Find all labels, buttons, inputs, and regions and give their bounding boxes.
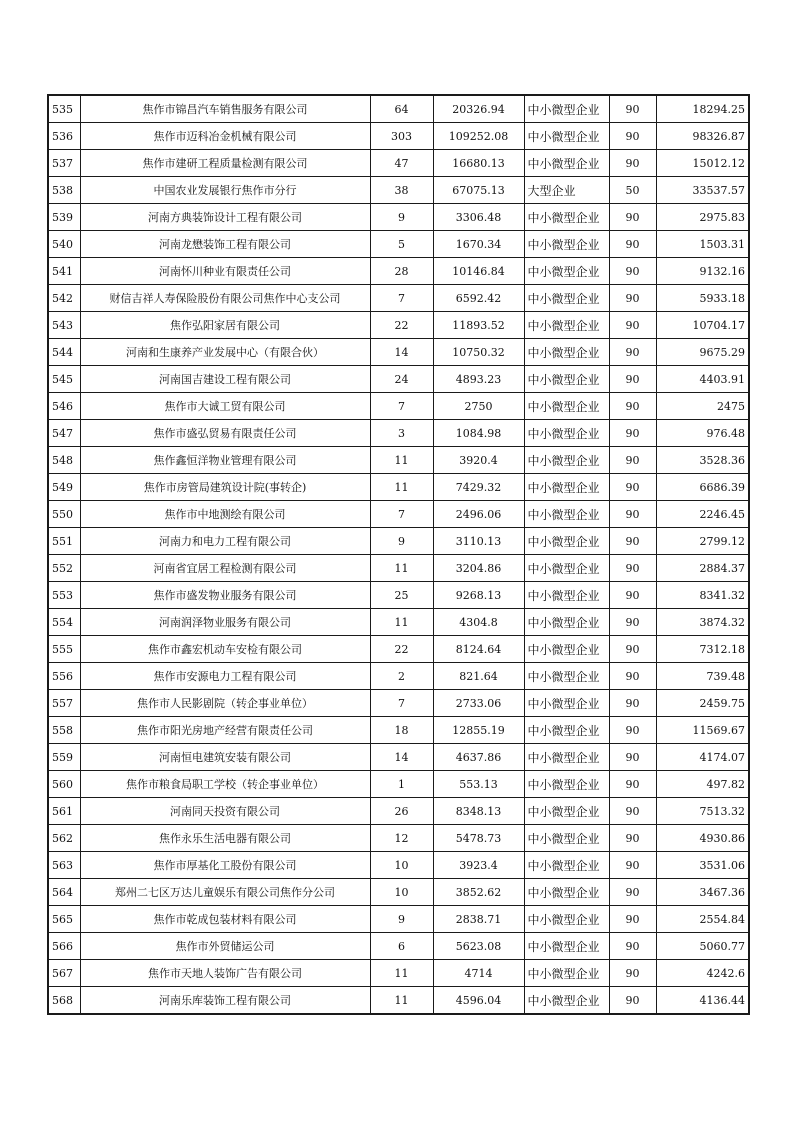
employee-count-cell: 24: [370, 366, 433, 393]
employee-count-cell: 28: [370, 258, 433, 285]
row-number: 536: [48, 123, 80, 150]
rate-cell: 90: [609, 204, 656, 231]
rate-cell: 90: [609, 663, 656, 690]
employee-count-cell: 6: [370, 933, 433, 960]
table-row: [48, 717, 749, 744]
amount-cell: 7429.32: [433, 474, 524, 501]
subsidy-amount-cell: 11569.67: [656, 717, 749, 744]
employee-count-cell: 14: [370, 744, 433, 771]
amount-cell: 3204.86: [433, 555, 524, 582]
company-name-cell: 郑州二七区万达儿童娱乐有限公司焦作分公司: [80, 879, 370, 906]
table-row: [48, 771, 749, 798]
company-name-cell: 河南恒电建筑安装有限公司: [80, 744, 370, 771]
amount-cell: 2750: [433, 393, 524, 420]
amount-cell: 4893.23: [433, 366, 524, 393]
row-number: 553: [48, 582, 80, 609]
company-name-cell: 河南方典装饰设计工程有限公司: [80, 204, 370, 231]
enterprise-type-cell: 中小微型企业: [524, 609, 609, 636]
rate-cell: 90: [609, 528, 656, 555]
rate-cell: 90: [609, 393, 656, 420]
subsidy-amount-cell: 2246.45: [656, 501, 749, 528]
table-row: [48, 933, 749, 960]
row-number: 539: [48, 204, 80, 231]
subsidy-amount-cell: 9675.29: [656, 339, 749, 366]
employee-count-cell: 47: [370, 150, 433, 177]
subsidy-amount-cell: 976.48: [656, 420, 749, 447]
enterprise-type-cell: 中小微型企业: [524, 582, 609, 609]
employee-count-cell: 11: [370, 987, 433, 1015]
subsidy-amount-cell: 98326.87: [656, 123, 749, 150]
rate-cell: 90: [609, 474, 656, 501]
subsidy-amount-cell: 10704.17: [656, 312, 749, 339]
company-name-cell: 河南省宜居工程检测有限公司: [80, 555, 370, 582]
amount-cell: 4596.04: [433, 987, 524, 1015]
row-number: 568: [48, 987, 80, 1015]
company-name-cell: 焦作市鑫宏机动车安检有限公司: [80, 636, 370, 663]
amount-cell: 67075.13: [433, 177, 524, 204]
subsidy-amount-cell: 1503.31: [656, 231, 749, 258]
enterprise-type-cell: 中小微型企业: [524, 987, 609, 1015]
table-row: [48, 204, 749, 231]
table-row: [48, 582, 749, 609]
amount-cell: 20326.94: [433, 95, 524, 123]
rate-cell: 90: [609, 690, 656, 717]
employee-count-cell: 64: [370, 95, 433, 123]
employee-count-cell: 7: [370, 393, 433, 420]
company-name-cell: 焦作市安源电力工程有限公司: [80, 663, 370, 690]
rate-cell: 90: [609, 582, 656, 609]
row-number: 557: [48, 690, 80, 717]
company-name-cell: 财信吉祥人寿保险股份有限公司焦作中心支公司: [80, 285, 370, 312]
rate-cell: 90: [609, 636, 656, 663]
subsidy-amount-cell: 3467.36: [656, 879, 749, 906]
company-name-cell: 焦作弘阳家居有限公司: [80, 312, 370, 339]
amount-cell: 2733.06: [433, 690, 524, 717]
table-body: [48, 95, 749, 1014]
employee-count-cell: 22: [370, 636, 433, 663]
amount-cell: 1670.34: [433, 231, 524, 258]
enterprise-type-cell: 中小微型企业: [524, 933, 609, 960]
rate-cell: 90: [609, 825, 656, 852]
subsidy-amount-cell: 9132.16: [656, 258, 749, 285]
company-name-cell: 焦作市天地人装饰广告有限公司: [80, 960, 370, 987]
amount-cell: 821.64: [433, 663, 524, 690]
employee-count-cell: 22: [370, 312, 433, 339]
company-name-cell: 河南和生康养产业发展中心（有限合伙）: [80, 339, 370, 366]
rate-cell: 90: [609, 231, 656, 258]
enterprise-type-cell: 中小微型企业: [524, 528, 609, 555]
amount-cell: 4637.86: [433, 744, 524, 771]
rate-cell: 90: [609, 744, 656, 771]
employee-count-cell: 9: [370, 906, 433, 933]
rate-cell: 90: [609, 933, 656, 960]
amount-cell: 4304.8: [433, 609, 524, 636]
company-name-cell: 焦作市粮食局职工学校（转企事业单位）: [80, 771, 370, 798]
row-number: 556: [48, 663, 80, 690]
rate-cell: 90: [609, 609, 656, 636]
table-row: [48, 366, 749, 393]
amount-cell: 553.13: [433, 771, 524, 798]
employee-count-cell: 14: [370, 339, 433, 366]
table-row: [48, 798, 749, 825]
table-row: [48, 420, 749, 447]
rate-cell: 90: [609, 447, 656, 474]
subsidy-amount-cell: 33537.57: [656, 177, 749, 204]
enterprise-type-cell: 中小微型企业: [524, 717, 609, 744]
subsidy-amount-cell: 2459.75: [656, 690, 749, 717]
enterprise-type-cell: 中小微型企业: [524, 447, 609, 474]
rate-cell: 90: [609, 501, 656, 528]
rate-cell: 90: [609, 852, 656, 879]
employee-count-cell: 11: [370, 960, 433, 987]
subsidy-amount-cell: 7312.18: [656, 636, 749, 663]
subsidy-amount-cell: 3874.32: [656, 609, 749, 636]
enterprise-type-cell: 中小微型企业: [524, 771, 609, 798]
company-name-cell: 河南乐库装饰工程有限公司: [80, 987, 370, 1015]
table-row: [48, 609, 749, 636]
rate-cell: 90: [609, 420, 656, 447]
subsidy-amount-cell: 739.48: [656, 663, 749, 690]
enterprise-type-cell: 中小微型企业: [524, 663, 609, 690]
row-number: 538: [48, 177, 80, 204]
row-number: 565: [48, 906, 80, 933]
table-row: [48, 501, 749, 528]
rate-cell: 90: [609, 258, 656, 285]
row-number: 547: [48, 420, 80, 447]
rate-cell: 90: [609, 555, 656, 582]
row-number: 563: [48, 852, 80, 879]
amount-cell: 8348.13: [433, 798, 524, 825]
table-row: [48, 744, 749, 771]
table-row: [48, 95, 749, 123]
enterprise-type-cell: 中小微型企业: [524, 258, 609, 285]
row-number: 548: [48, 447, 80, 474]
rate-cell: 90: [609, 798, 656, 825]
row-number: 567: [48, 960, 80, 987]
amount-cell: 3920.4: [433, 447, 524, 474]
amount-cell: 3110.13: [433, 528, 524, 555]
amount-cell: 1084.98: [433, 420, 524, 447]
row-number: 561: [48, 798, 80, 825]
rate-cell: 90: [609, 987, 656, 1015]
subsidy-amount-cell: 15012.12: [656, 150, 749, 177]
company-name-cell: 河南国吉建设工程有限公司: [80, 366, 370, 393]
table-row: [48, 825, 749, 852]
subsidy-amount-cell: 4930.86: [656, 825, 749, 852]
company-name-cell: 焦作市中地测绘有限公司: [80, 501, 370, 528]
enterprise-type-cell: 中小微型企业: [524, 879, 609, 906]
table-row: [48, 555, 749, 582]
subsidy-list-table: [47, 94, 750, 1015]
subsidy-amount-cell: 18294.25: [656, 95, 749, 123]
subsidy-amount-cell: 4403.91: [656, 366, 749, 393]
company-name-cell: 河南润泽物业服务有限公司: [80, 609, 370, 636]
enterprise-type-cell: 中小微型企业: [524, 204, 609, 231]
row-number: 562: [48, 825, 80, 852]
table-row: [48, 663, 749, 690]
amount-cell: 16680.13: [433, 150, 524, 177]
table-row: [48, 393, 749, 420]
company-name-cell: 焦作市乾成包装材料有限公司: [80, 906, 370, 933]
company-name-cell: 焦作市盛弘贸易有限责任公司: [80, 420, 370, 447]
row-number: 542: [48, 285, 80, 312]
employee-count-cell: 3: [370, 420, 433, 447]
company-name-cell: 焦作市建研工程质量检测有限公司: [80, 150, 370, 177]
employee-count-cell: 11: [370, 609, 433, 636]
amount-cell: 12855.19: [433, 717, 524, 744]
table-row: [48, 474, 749, 501]
rate-cell: 90: [609, 366, 656, 393]
subsidy-list-table-wrapper: [47, 94, 750, 1015]
enterprise-type-cell: 中小微型企业: [524, 852, 609, 879]
subsidy-amount-cell: 7513.32: [656, 798, 749, 825]
table-row: [48, 312, 749, 339]
employee-count-cell: 7: [370, 501, 433, 528]
amount-cell: 10146.84: [433, 258, 524, 285]
employee-count-cell: 11: [370, 555, 433, 582]
company-name-cell: 焦作市盛发物业服务有限公司: [80, 582, 370, 609]
employee-count-cell: 7: [370, 285, 433, 312]
table-row: [48, 852, 749, 879]
table-row: [48, 339, 749, 366]
enterprise-type-cell: 大型企业: [524, 177, 609, 204]
table-row: [48, 879, 749, 906]
table-row: [48, 906, 749, 933]
employee-count-cell: 5: [370, 231, 433, 258]
rate-cell: 90: [609, 906, 656, 933]
amount-cell: 2496.06: [433, 501, 524, 528]
table-row: [48, 960, 749, 987]
subsidy-amount-cell: 2475: [656, 393, 749, 420]
table-row: [48, 177, 749, 204]
row-number: 537: [48, 150, 80, 177]
enterprise-type-cell: 中小微型企业: [524, 231, 609, 258]
company-name-cell: 焦作市厚基化工股份有限公司: [80, 852, 370, 879]
employee-count-cell: 9: [370, 528, 433, 555]
table-row: [48, 690, 749, 717]
rate-cell: 90: [609, 150, 656, 177]
company-name-cell: 河南同天投资有限公司: [80, 798, 370, 825]
company-name-cell: 焦作市人民影剧院（转企事业单位）: [80, 690, 370, 717]
employee-count-cell: 1: [370, 771, 433, 798]
row-number: 546: [48, 393, 80, 420]
employee-count-cell: 7: [370, 690, 433, 717]
table-row: [48, 150, 749, 177]
rate-cell: 90: [609, 312, 656, 339]
amount-cell: 3852.62: [433, 879, 524, 906]
employee-count-cell: 10: [370, 879, 433, 906]
enterprise-type-cell: 中小微型企业: [524, 123, 609, 150]
subsidy-amount-cell: 4136.44: [656, 987, 749, 1015]
table-row: [48, 258, 749, 285]
enterprise-type-cell: 中小微型企业: [524, 825, 609, 852]
company-name-cell: 河南龙懋装饰工程有限公司: [80, 231, 370, 258]
employee-count-cell: 25: [370, 582, 433, 609]
row-number: 550: [48, 501, 80, 528]
row-number: 540: [48, 231, 80, 258]
amount-cell: 5623.08: [433, 933, 524, 960]
enterprise-type-cell: 中小微型企业: [524, 798, 609, 825]
row-number: 564: [48, 879, 80, 906]
company-name-cell: 焦作永乐生活电器有限公司: [80, 825, 370, 852]
row-number: 559: [48, 744, 80, 771]
enterprise-type-cell: 中小微型企业: [524, 150, 609, 177]
amount-cell: 6592.42: [433, 285, 524, 312]
company-name-cell: 焦作市大诚工贸有限公司: [80, 393, 370, 420]
employee-count-cell: 12: [370, 825, 433, 852]
company-name-cell: 焦作市迈科冶金机械有限公司: [80, 123, 370, 150]
amount-cell: 8124.64: [433, 636, 524, 663]
employee-count-cell: 38: [370, 177, 433, 204]
employee-count-cell: 26: [370, 798, 433, 825]
amount-cell: 5478.73: [433, 825, 524, 852]
employee-count-cell: 11: [370, 447, 433, 474]
enterprise-type-cell: 中小微型企业: [524, 95, 609, 123]
table-row: [48, 231, 749, 258]
row-number: 558: [48, 717, 80, 744]
subsidy-amount-cell: 2799.12: [656, 528, 749, 555]
subsidy-amount-cell: 5933.18: [656, 285, 749, 312]
subsidy-amount-cell: 2884.37: [656, 555, 749, 582]
subsidy-amount-cell: 2554.84: [656, 906, 749, 933]
enterprise-type-cell: 中小微型企业: [524, 312, 609, 339]
enterprise-type-cell: 中小微型企业: [524, 474, 609, 501]
rate-cell: 90: [609, 123, 656, 150]
company-name-cell: 焦作鑫恒洋物业管理有限公司: [80, 447, 370, 474]
table-row: [48, 123, 749, 150]
table-row: [48, 987, 749, 1015]
rate-cell: 50: [609, 177, 656, 204]
subsidy-amount-cell: 4174.07: [656, 744, 749, 771]
employee-count-cell: 18: [370, 717, 433, 744]
employee-count-cell: 2: [370, 663, 433, 690]
row-number: 541: [48, 258, 80, 285]
enterprise-type-cell: 中小微型企业: [524, 690, 609, 717]
table-row: [48, 285, 749, 312]
rate-cell: 90: [609, 960, 656, 987]
row-number: 560: [48, 771, 80, 798]
enterprise-type-cell: 中小微型企业: [524, 366, 609, 393]
enterprise-type-cell: 中小微型企业: [524, 744, 609, 771]
employee-count-cell: 11: [370, 474, 433, 501]
table-row: [48, 636, 749, 663]
row-number: 555: [48, 636, 80, 663]
subsidy-amount-cell: 8341.32: [656, 582, 749, 609]
amount-cell: 9268.13: [433, 582, 524, 609]
amount-cell: 4714: [433, 960, 524, 987]
amount-cell: 10750.32: [433, 339, 524, 366]
subsidy-amount-cell: 3531.06: [656, 852, 749, 879]
enterprise-type-cell: 中小微型企业: [524, 420, 609, 447]
rate-cell: 90: [609, 285, 656, 312]
row-number: 543: [48, 312, 80, 339]
subsidy-amount-cell: 497.82: [656, 771, 749, 798]
rate-cell: 90: [609, 95, 656, 123]
row-number: 552: [48, 555, 80, 582]
amount-cell: 109252.08: [433, 123, 524, 150]
subsidy-amount-cell: 2975.83: [656, 204, 749, 231]
enterprise-type-cell: 中小微型企业: [524, 501, 609, 528]
company-name-cell: 河南怀川种业有限责任公司: [80, 258, 370, 285]
row-number: 535: [48, 95, 80, 123]
subsidy-amount-cell: 5060.77: [656, 933, 749, 960]
enterprise-type-cell: 中小微型企业: [524, 636, 609, 663]
amount-cell: 11893.52: [433, 312, 524, 339]
enterprise-type-cell: 中小微型企业: [524, 555, 609, 582]
subsidy-amount-cell: 4242.6: [656, 960, 749, 987]
company-name-cell: 河南力和电力工程有限公司: [80, 528, 370, 555]
row-number: 544: [48, 339, 80, 366]
rate-cell: 90: [609, 879, 656, 906]
amount-cell: 2838.71: [433, 906, 524, 933]
rate-cell: 90: [609, 717, 656, 744]
enterprise-type-cell: 中小微型企业: [524, 906, 609, 933]
company-name-cell: 中国农业发展银行焦作市分行: [80, 177, 370, 204]
amount-cell: 3923.4: [433, 852, 524, 879]
company-name-cell: 焦作市锦昌汽车销售服务有限公司: [80, 95, 370, 123]
amount-cell: 3306.48: [433, 204, 524, 231]
enterprise-type-cell: 中小微型企业: [524, 285, 609, 312]
row-number: 551: [48, 528, 80, 555]
company-name-cell: 焦作市外贸储运公司: [80, 933, 370, 960]
row-number: 549: [48, 474, 80, 501]
row-number: 545: [48, 366, 80, 393]
enterprise-type-cell: 中小微型企业: [524, 393, 609, 420]
enterprise-type-cell: 中小微型企业: [524, 960, 609, 987]
subsidy-amount-cell: 6686.39: [656, 474, 749, 501]
rate-cell: 90: [609, 339, 656, 366]
company-name-cell: 焦作市阳光房地产经营有限责任公司: [80, 717, 370, 744]
enterprise-type-cell: 中小微型企业: [524, 339, 609, 366]
row-number: 566: [48, 933, 80, 960]
employee-count-cell: 10: [370, 852, 433, 879]
subsidy-amount-cell: 3528.36: [656, 447, 749, 474]
company-name-cell: 焦作市房管局建筑设计院(事转企): [80, 474, 370, 501]
employee-count-cell: 9: [370, 204, 433, 231]
table-row: [48, 528, 749, 555]
table-row: [48, 447, 749, 474]
rate-cell: 90: [609, 771, 656, 798]
employee-count-cell: 303: [370, 123, 433, 150]
row-number: 554: [48, 609, 80, 636]
